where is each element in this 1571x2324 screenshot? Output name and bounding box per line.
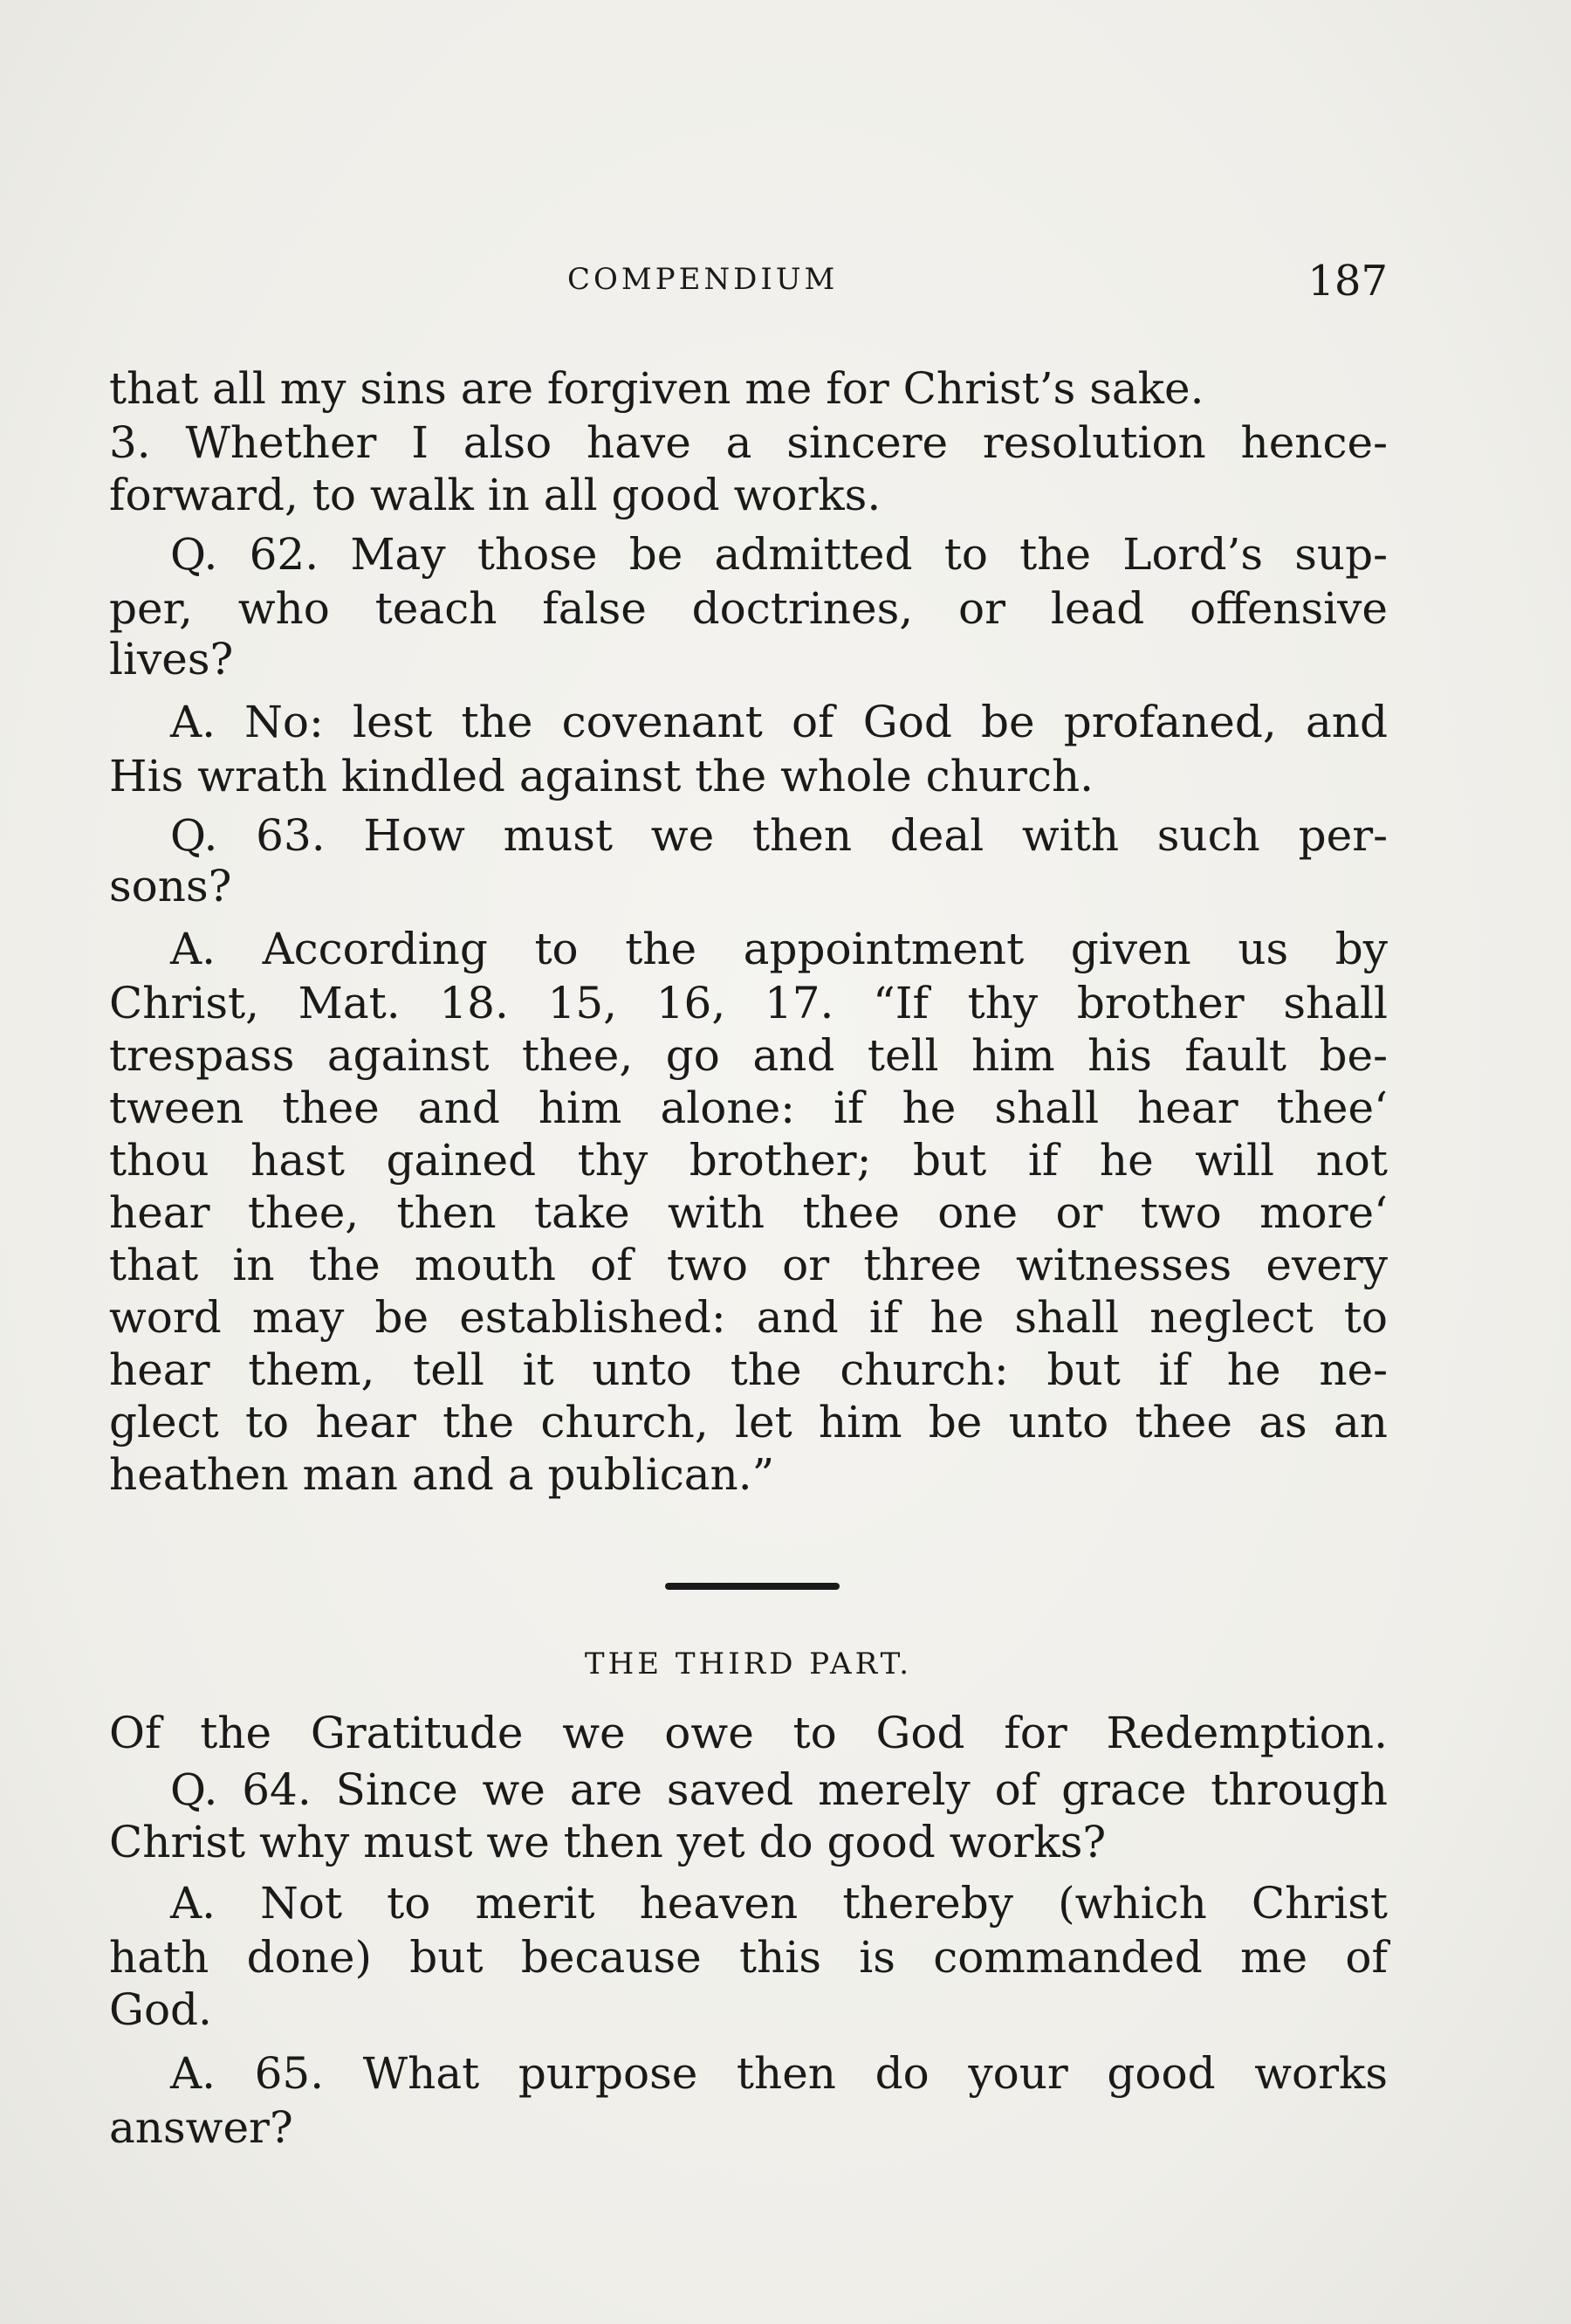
text-line: His wrath kindled against the whole church. [109,751,1094,801]
part-title: THE THIRD PART. [584,1647,913,1681]
running-head: COMPENDIUM [567,262,839,297]
text-line: hath done) but because this is commanded me of [109,1932,1388,1983]
text-line: thou hast gained thy brother; but if he will not [109,1135,1388,1186]
text-line: answer? [109,2102,293,2153]
text-line: Christ why must we then yet do good works? [109,1817,1107,1867]
page-number: 187 [1307,257,1388,306]
text-line: God. [109,1984,212,2035]
text-line: A. No: lest the covenant of God be profaned, and [170,697,1388,747]
text-line: per, who teach false doctrines, or lead offensive [109,583,1388,634]
text-line: Christ, Mat. 18. 15, 16, 17. “If thy brother shall [109,978,1388,1028]
text-line: Q. 63. How must we then deal with such per- [170,810,1388,861]
text-line: word may be established: and if he shall neglect to [109,1292,1388,1343]
text-line: forward, to walk in all good works. [109,470,882,520]
text-line: A. According to the appointment given us by [170,924,1388,974]
text-line: 3. Whether I also have a sincere resolution hence- [109,417,1388,468]
text-line: Q. 62. May those be admitted to the Lord’s sup- [170,529,1388,580]
text-line: trespass against thee, go and tell him his fault be- [109,1030,1388,1081]
text-line: Of the Gratitude we owe to God for Redemption. [109,1708,1388,1758]
text-line: lives? [109,634,234,684]
text-line: Q. 64. Since we are saved merely of grace through [170,1764,1388,1815]
text-line: A. 65. What purpose then do your good works [170,2048,1388,2099]
section-divider [665,1583,840,1590]
page-header [109,257,1388,314]
text-line: sons? [109,861,232,911]
text-line: hear thee, then take with thee one or two more‘ [109,1187,1388,1238]
text-line: tween thee and him alone: if he shall hear thee‘ [109,1083,1388,1133]
text-line: heathen man and a publican.” [109,1449,775,1500]
text-line: glect to hear the church, let him be unto thee as an [109,1397,1388,1447]
text-line: hear them, tell it unto the church: but if he ne- [109,1344,1388,1395]
text-line: that all my sins are forgiven me for Christ’s sake. [109,363,1204,414]
text-line: that in the mouth of two or three witnesses every [109,1240,1388,1290]
text-line: A. Not to merit heaven thereby (which Christ [170,1878,1388,1929]
